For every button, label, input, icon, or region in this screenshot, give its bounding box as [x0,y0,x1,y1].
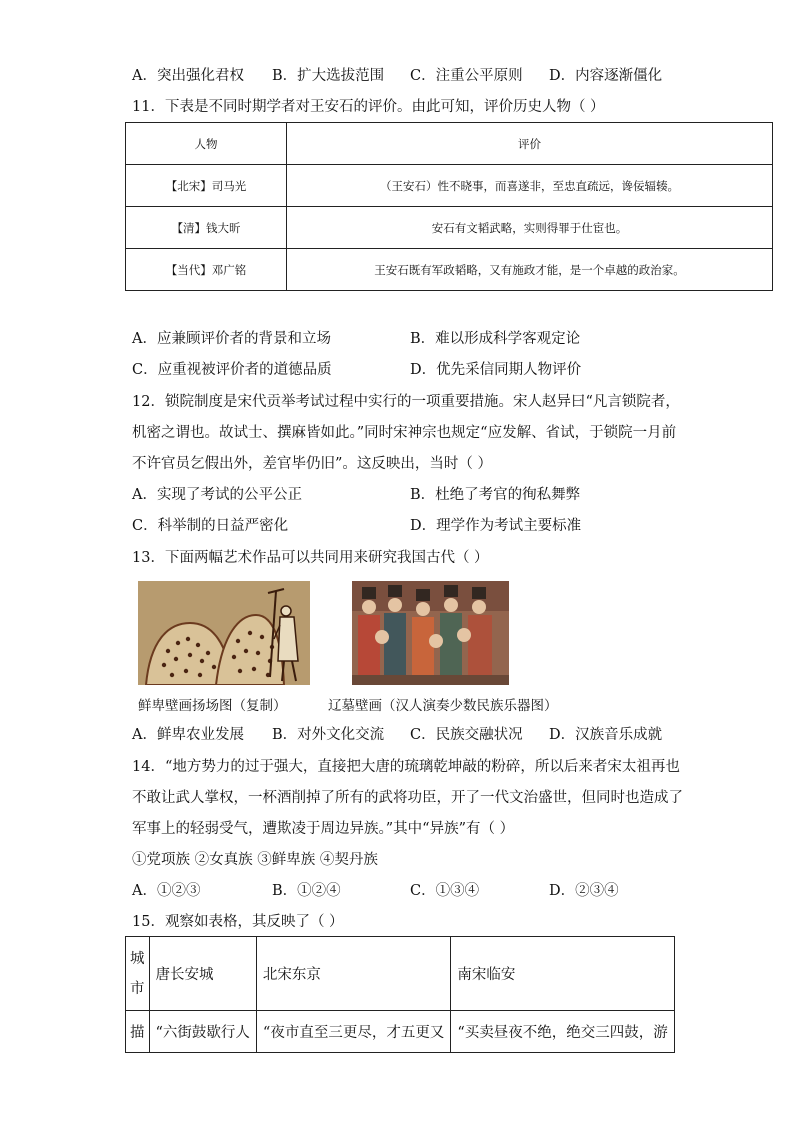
q11-option-a: A．应兼顾评价者的背景和立场 [132,331,331,347]
table-cell: （王安石）性不晓事，而喜遂非，至忠直疏远，谗佞辐辏。 [287,165,773,207]
table-row [126,1011,675,1053]
q11-option-d: D．优先采信同期人物评价 [410,362,582,378]
table-cell: 描 [126,1011,150,1053]
q13-option-b: B．对外文化交流 [272,727,385,743]
q14-line-1: 14．“地方势力的过于强大，直接把大唐的琉璃乾坤敲的粉碎，所以后来者宋太祖再也 [132,759,680,775]
q14-option-d: D．②③④ [549,883,619,899]
q10-option-d: D．内容逐渐僵化 [549,68,663,84]
q12-line-1: 12．锁院制度是宋代贡举考试过程中实行的一项重要措施。宋人赵异曰“凡言锁院者， [132,394,680,410]
table-row [126,123,773,165]
q11-option-c: C．应重视被评价者的道德品质 [132,362,332,378]
q11-table [125,122,773,291]
table-row [126,249,773,291]
q12-line-2: 机密之谓也。故试士、撰麻皆如此。”同时宋神宗也规定“应发解、省试，于锁院一月前 [132,425,677,441]
q13-option-c: C．民族交融状况 [410,727,523,743]
table-cell: 【清】钱大昕 [126,207,287,249]
q12-option-c: C．科举制的日益严密化 [132,518,289,534]
table-header-evaluation: 评价 [287,123,773,165]
q14-option-a: A．①②③ [132,883,201,899]
q14-line-2: 不敢让武人掌权，一杯酒削掉了所有的武将功臣，开了一代文治盛世，但同时也造成了 [132,790,683,806]
q14-items: ①党项族 ②女真族 ③鲜卑族 ④契丹族 [132,852,378,868]
q12-option-a: A．实现了考试的公平公正 [132,487,302,503]
table-cell: “夜市直至三更尽，才五更又 [256,1011,450,1053]
q13-option-a: A．鲜卑农业发展 [132,727,244,743]
table-cell: 安石有文韬武略，实则得罪于仕宦也。 [287,207,773,249]
table-cell: 北宋东京 [256,937,450,1011]
q12-line-3: 不许官员乞假出外，差官毕仍旧”。这反映出，当时（ ） [132,456,493,472]
table-cell: 城市 [126,937,150,1011]
table-cell: 【北宋】司马光 [126,165,287,207]
image-caption-xianbei: 鲜卑壁画扬场图（复制） [138,698,287,714]
table-cell: 唐长安城 [149,937,256,1011]
table-cell: 南宋临安 [451,937,674,1011]
q13-option-d: D．汉族音乐成就 [549,727,663,743]
table-cell: “买卖昼夜不绝，绝交三四鼓，游 [451,1011,674,1053]
table-row [126,207,773,249]
table-row [126,937,675,1011]
q11-stem: 11．下表是不同时期学者对王安石的评价。由此可知，评价历史人物（ ） [132,99,605,115]
q12-option-b: B．杜绝了考官的徇私舞弊 [410,487,581,503]
table-row [126,165,773,207]
table-header-person: 人物 [126,123,287,165]
table-cell: 王安石既有军政韬略，又有施政才能，是一个卓越的政治家。 [287,249,773,291]
image-caption-liao: 辽墓壁画（汉人演奏少数民族乐器图） [328,698,558,714]
q14-option-b: B．①②④ [272,883,341,899]
liao-tomb-mural-image [352,581,509,685]
q14-option-c: C．①③④ [410,883,480,899]
q12-option-d: D．理学作为考试主要标准 [410,518,582,534]
q10-option-b: B．扩大选拔范围 [272,68,385,84]
table-cell: “六街鼓歇行人 [149,1011,256,1053]
xianbei-mural-image [138,581,310,685]
q15-table [125,936,675,1053]
q10-option-c: C．注重公平原则 [410,68,523,84]
q14-line-3: 军事上的轻弱受气，遭欺凌于周边异族。”其中“异族”有（ ） [132,821,515,837]
q13-stem: 13．下面两幅艺术作品可以共同用来研究我国古代（ ） [132,550,489,566]
q11-option-b: B．难以形成科学客观定论 [410,331,581,347]
q10-option-a: A．突出强化君权 [132,68,244,84]
q15-stem: 15．观察如表格，其反映了（ ） [132,914,344,930]
table-cell: 【当代】邓广铭 [126,249,287,291]
